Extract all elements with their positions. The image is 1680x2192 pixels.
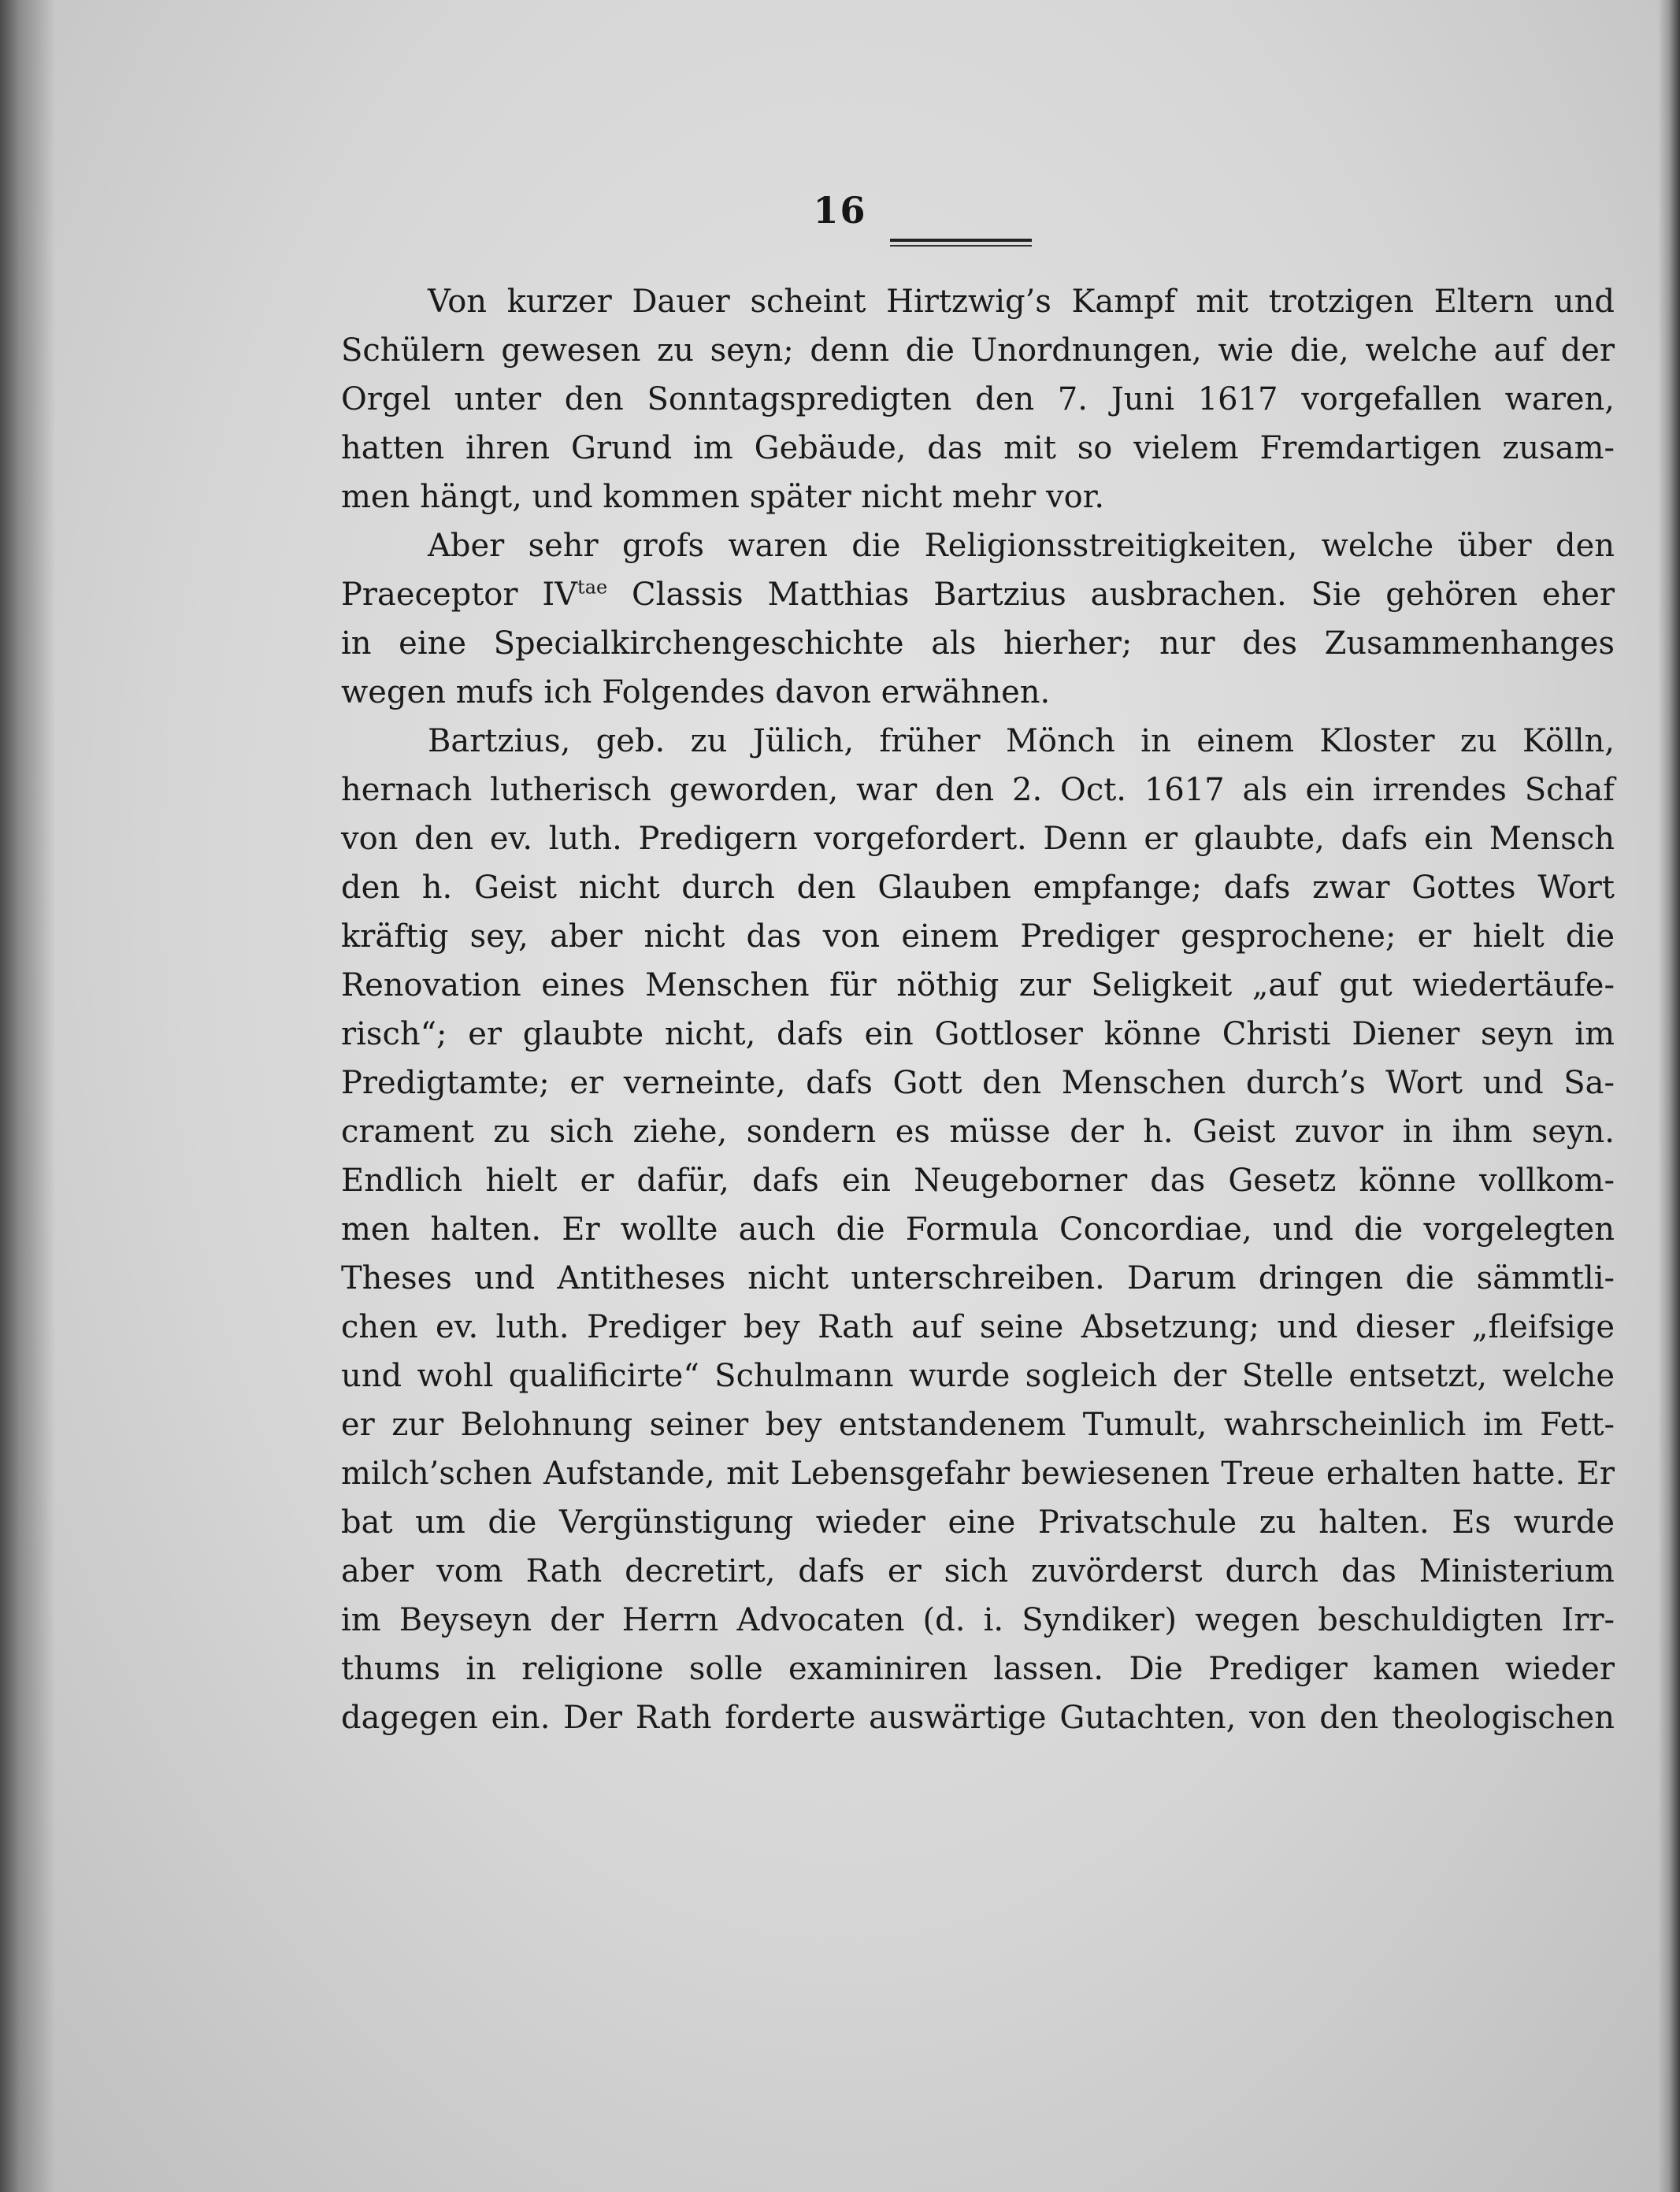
text-line: aber vom Rath decretirt, dafs er sich zuvörderst durch das Ministerium: [341, 1553, 1615, 1589]
page-shadow-right: [1658, 0, 1680, 2192]
text-line: hernach lutherisch geworden, war den 2. Oct. 1617 als ein irrendes Schaf: [341, 772, 1615, 808]
text-line: crament zu sich ziehe, sondern es müsse der h. Geist zuvor in ihm seyn.: [341, 1114, 1615, 1150]
text-line: wegen mufs ich Folgendes davon erwähnen.: [341, 674, 1051, 710]
text-line: und wohl qualificirte“ Schulmann wurde sogleich der Stelle entsetzt, welche: [341, 1358, 1615, 1394]
page-number: 16: [813, 189, 867, 232]
text-line: Endlich hielt er dafür, dafs ein Neugeborner das Gesetz könne vollkom-: [341, 1163, 1615, 1199]
text-line: Bartzius, geb. zu Jülich, früher Mönch in einem Kloster zu Kölln,: [428, 723, 1615, 759]
header-rule-thin: [890, 245, 1032, 247]
text-line: Aber sehr grofs waren die Religionsstreitigkeiten, welche über den: [428, 528, 1615, 564]
text-line: den h. Geist nicht durch den Glauben empfange; dafs zwar Gottes Wort: [341, 870, 1615, 906]
text-line: dagegen ein. Der Rath forderte auswärtige Gutachten, von den theologischen: [341, 1700, 1615, 1736]
text-line: Theses und Antitheses nicht unterschreiben. Darum dringen die sämmtli-: [341, 1260, 1615, 1296]
text-line: thums in religione solle examiniren lassen. Die Prediger kamen wieder: [341, 1651, 1615, 1687]
text-line: risch“; er glaubte nicht, dafs ein Gottloser könne Christi Diener seyn im: [341, 1016, 1615, 1052]
text-line: Predigtamte; er verneinte, dafs Gott den Menschen durch’s Wort und Sa-: [341, 1065, 1615, 1101]
header-rule: [890, 239, 1032, 242]
text-line: kräftig sey, aber nicht das von einem Prediger gesprochene; er hielt die: [341, 918, 1615, 955]
text-line: men hängt, und kommen später nicht mehr vor.: [341, 479, 1105, 515]
text-line: Von kurzer Dauer scheint Hirtzwig’s Kampf mit trotzigen Eltern und: [428, 284, 1615, 320]
text-line: Schülern gewesen zu seyn; denn die Unordnungen, wie die, welche auf der: [341, 332, 1615, 369]
text-line: bat um die Vergünstigung wieder eine Privatschule zu halten. Es wurde: [341, 1504, 1615, 1541]
text-line: von den ev. luth. Predigern vorgefordert. Denn er glaubte, dafs ein Mensch: [341, 821, 1615, 857]
body-text: [341, 277, 1615, 1742]
text-line: men halten. Er wollte auch die Formula Concordiae, und die vorgelegten: [341, 1211, 1615, 1248]
text-line: im Beyseyn der Herrn Advocaten (d. i. Syndiker) wegen beschuldigten Irr-: [341, 1602, 1615, 1638]
text-line: Renovation eines Menschen für nöthig zur Seligkeit „auf gut wiedertäufe-: [341, 967, 1615, 1003]
text-line: in eine Specialkirchengeschichte als hierher; nur des Zusammenhanges: [341, 625, 1615, 662]
text-line: er zur Belohnung seiner bey entstandenem Tumult, wahrscheinlich im Fett-: [341, 1407, 1615, 1443]
page-shadow-left: [0, 0, 55, 2192]
text-line: Orgel unter den Sonntagspredigten den 7. Juni 1617 vorgefallen waren,: [341, 381, 1615, 417]
text-line: milch’schen Aufstande, mit Lebensgefahr bewiesenen Treue erhalten hatte. Er: [341, 1456, 1615, 1492]
text-line: Praeceptor $IV^{tae}$ Classis Matthias Bartzius ausbrachen. Sie gehören eher: [341, 576, 1615, 613]
text-line: hatten ihren Grund im Gebäude, das mit so vielem Fremdartigen zusam-: [341, 430, 1615, 466]
text-line: chen ev. luth. Prediger bey Rath auf seine Absetzung; und dieser „fleifsige: [341, 1309, 1615, 1345]
